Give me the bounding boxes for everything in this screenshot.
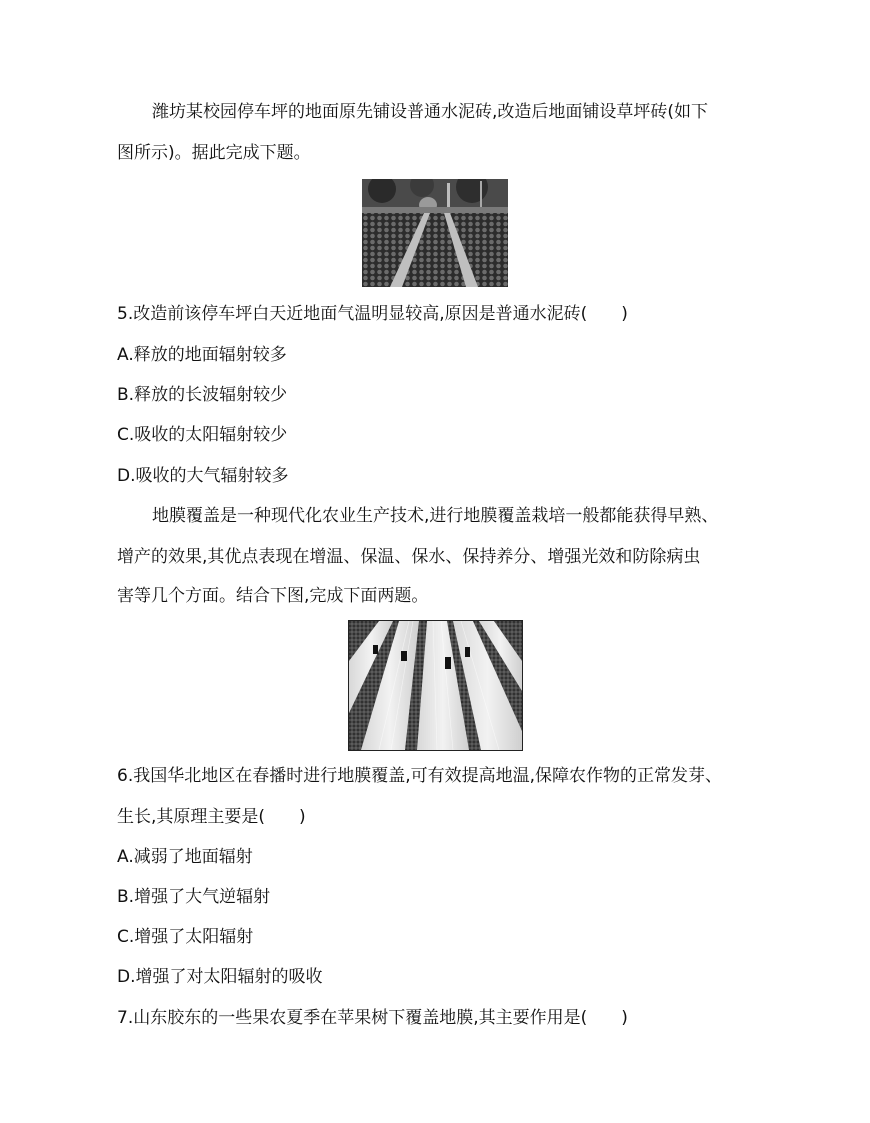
question-5-option-b: B.释放的长波辐射较少 <box>117 385 288 405</box>
figure-grass-paver-photo <box>362 179 508 287</box>
passage2-line3: 害等几个方面。结合下图,完成下面两题。 <box>117 586 429 606</box>
question-5-stem: 5.改造前该停车坪白天近地面气温明显较高,原因是普通水泥砖( ) <box>117 304 628 324</box>
passage1-line2: 图所示)。据此完成下题。 <box>117 143 311 163</box>
passage2-line2: 增产的效果,其优点表现在增温、保温、保水、保持养分、增强光效和防除病虫 <box>117 547 701 567</box>
question-5-option-d: D.吸收的大气辐射较多 <box>117 466 289 486</box>
question-6-option-d: D.增强了对太阳辐射的吸收 <box>117 967 323 987</box>
passage1-line1: 潍坊某校园停车坪的地面原先铺设普通水泥砖,改造后地面铺设草坪砖(如下 <box>152 102 709 122</box>
question-6-stem-line1: 6.我国华北地区在春播时进行地膜覆盖,可有效提高地温,保障农作物的正常发芽、 <box>117 766 723 786</box>
question-5-option-c: C.吸收的太阳辐射较少 <box>117 425 288 445</box>
question-6-option-c: C.增强了太阳辐射 <box>117 927 254 947</box>
passage2-line1: 地膜覆盖是一种现代化农业生产技术,进行地膜覆盖栽培一般都能获得早熟、 <box>152 506 719 526</box>
question-6-option-b: B.增强了大气逆辐射 <box>117 887 271 907</box>
question-6-stem-line2: 生长,其原理主要是( ) <box>117 807 306 827</box>
figure-mulch-field-photo <box>348 620 523 751</box>
question-6-option-a: A.减弱了地面辐射 <box>117 847 253 867</box>
question-7-stem: 7.山东胶东的一些果农夏季在苹果树下覆盖地膜,其主要作用是( ) <box>117 1008 628 1028</box>
question-5-option-a: A.释放的地面辐射较多 <box>117 345 287 365</box>
